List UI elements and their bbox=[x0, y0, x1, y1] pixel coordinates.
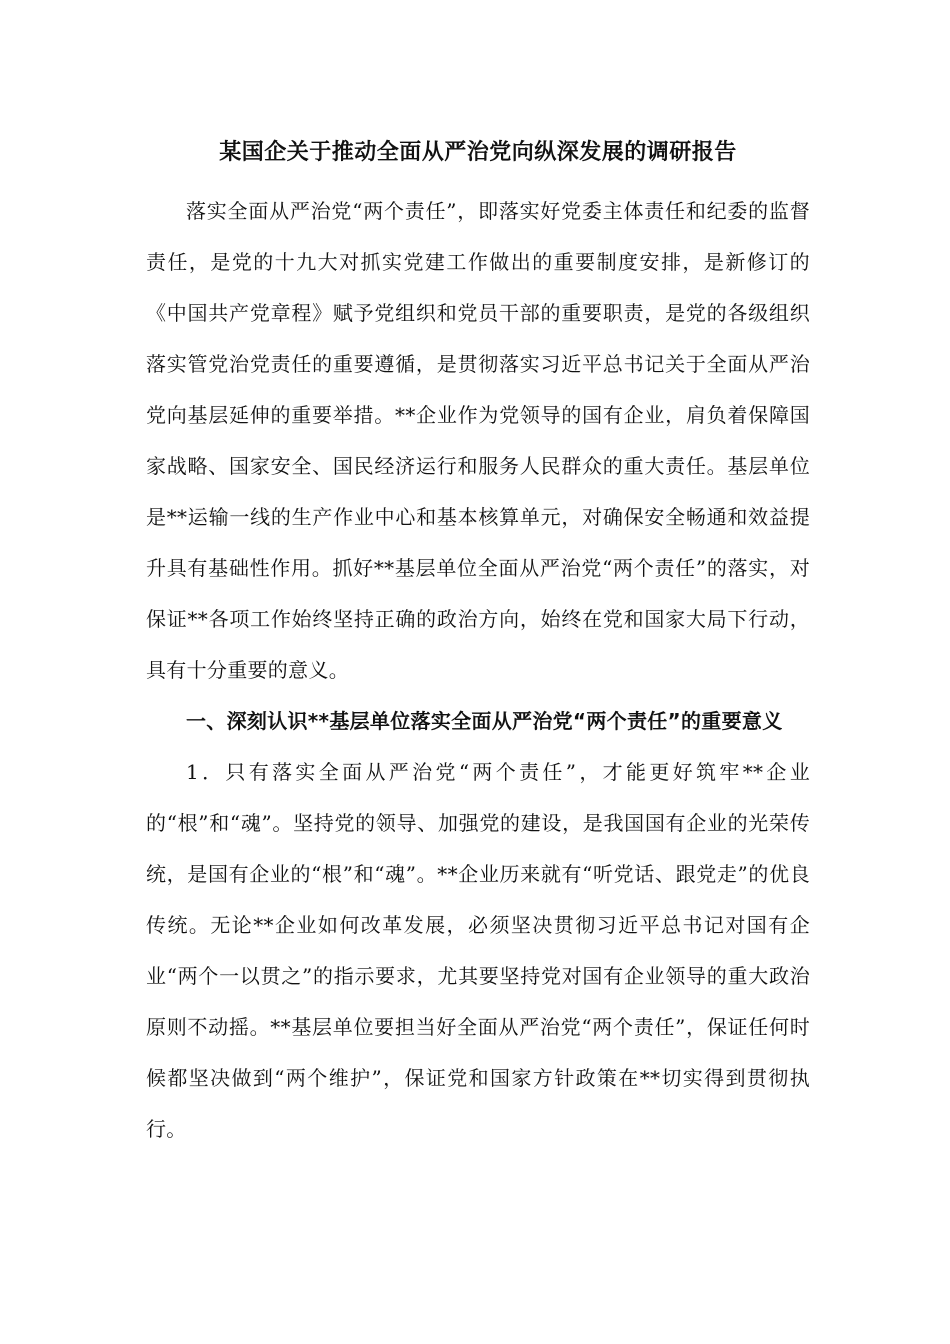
document-body bbox=[146, 128, 810, 1155]
section-paragraph: 1．只有落实全面从严治党“两个责任”，才能更好筑牢**企业的“根”和“魂”。坚持党的领导、加强党的建设，是我国国有企业的光荣传统，是国有企业的“根”和“魂”。**企业历来就有“听党话、跟党走”的优良传统。无论**企业如何改革发展，必须坚决贯彻习近平总书记对国有企业“两个一以贯之”的指示要求，尤其要坚持党对国有企业领导的重大政治原则不动摇。**基层单位要担当好全面从严治党“两个责任”，保证任何时候都坚决做到“两个维护”，保证党和国家方针政策在**切实得到贯彻执行。 bbox=[146, 760, 810, 1141]
intro-paragraph: 落实全面从严治党“两个责任”，即落实好党委主体责任和纪委的监督责任，是党的十九大对抓实党建工作做出的重要制度安排，是新修订的《中国共产党章程》赋予党组织和党员干部的重要职责，是党的各级组织落实管党治党责任的重要遵循，是贯彻落实习近平总书记关于全面从严治党向基层延伸的重要举措。**企业作为党领导的国有企业，肩负着保障国家战略、国家安全、国民经济运行和服务人民群众的重大责任。基层单位是**运输一线的生产作业中心和基本核算单元，对确保安全畅通和效益提升具有基础性作用。抓好**基层单位全面从严治党“两个责任”的落实，对保证**各项工作始终坚持正确的政治方向，始终在党和国家大局下行动，具有十分重要的意义。 bbox=[146, 199, 810, 682]
section-heading: 一、深刻认识**基层单位落实全面从严治党“两个责任”的重要意义 bbox=[186, 709, 783, 733]
document-title: 某国企关于推动全面从严治党向纵深发展的调研报告 bbox=[219, 140, 737, 165]
